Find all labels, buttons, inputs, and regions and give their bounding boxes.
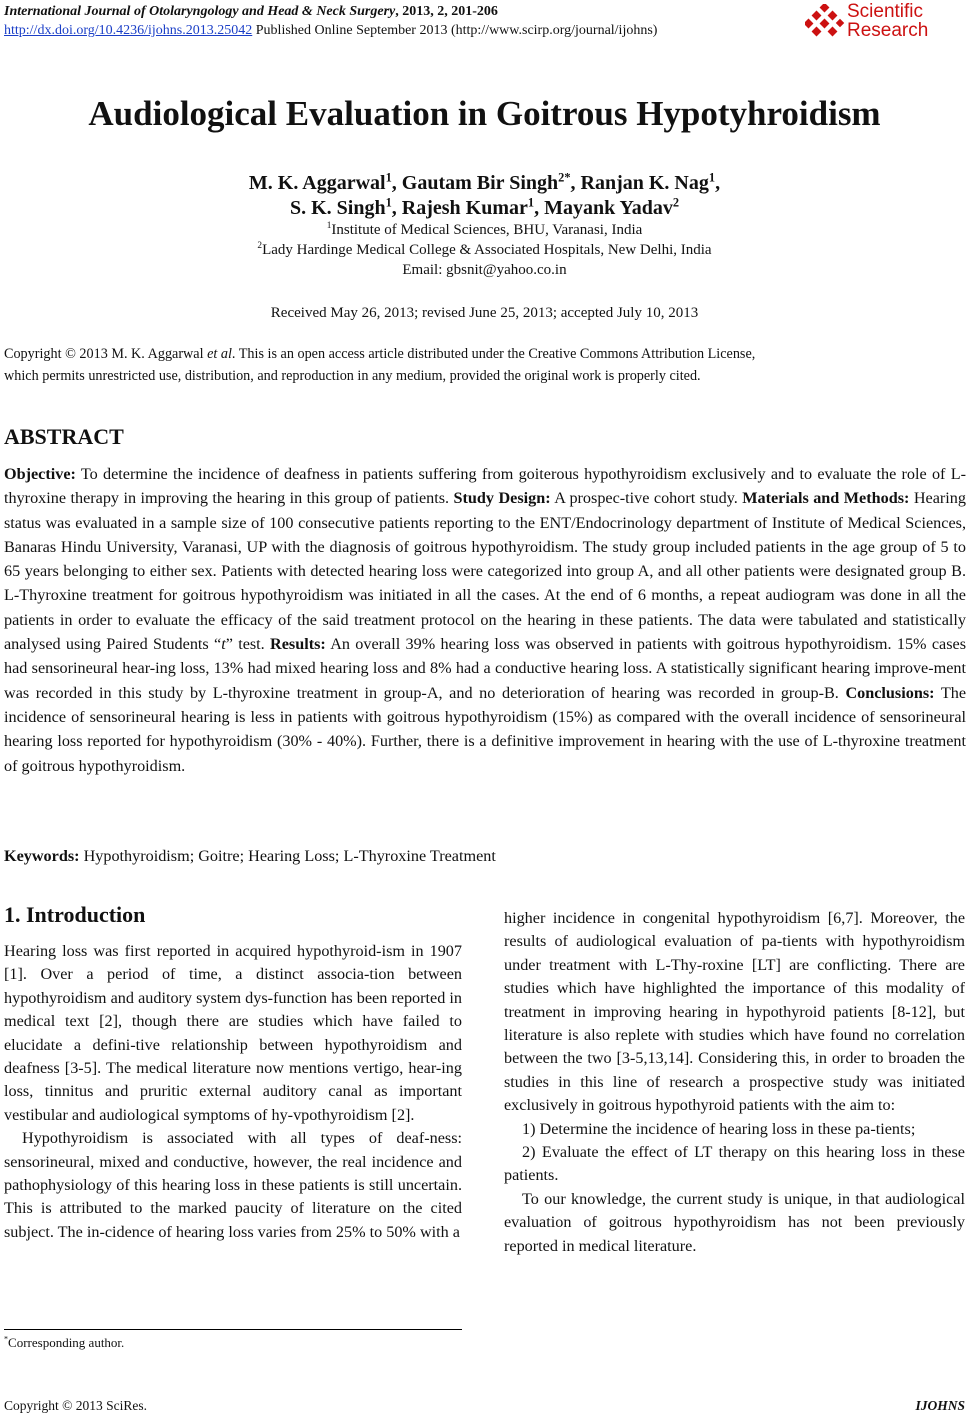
journal-volume: , 2013, 2, 201-206 <box>395 4 498 19</box>
abstract-heading: ABSTRACT <box>4 424 124 449</box>
footer-journal-abbrev: IJOHNS <box>915 1398 965 1413</box>
footnote-rule <box>4 1329 462 1330</box>
section-heading-introduction: 1. Introduction <box>4 902 146 927</box>
body-column-left <box>4 902 462 1244</box>
published-online: Published Online September 2013 (http://www.scirp.org/journal/ijohns) <box>252 23 658 38</box>
journal-name: International Journal of Otolaryngology and Head & Neck Surgery <box>4 4 396 19</box>
publisher-logo <box>805 2 965 42</box>
logo-line-2: Research <box>847 20 929 41</box>
author-line-1: M. K. Aggarwal$^1$, Gautam Bir Singh$^{2*}$, Ranjan K. Nag$^1$, <box>248 170 721 194</box>
doi-link[interactable]: http://dx.doi.org/10.4236/ijohns.2013.25042 <box>4 23 253 38</box>
logo-line-1: Scientific <box>847 1 924 22</box>
journal-citation <box>4 4 498 20</box>
copyright-notice: Copyright © 2013 M. K. Aggarwal et al. This is an open access article distributed under the Creative Commons Attribution License, <box>4 346 756 362</box>
intro-paragraph-3: higher incidence in congenital hypothyroidism [6,7]. Moreover, the results of audiological evaluation of pa-tients with hypothyroidism under treatment with L-Thy-roxine [LT] are conflicting. There are studies which have highlighted the importance of this modality of treatment in improving hearing in hypothyroid patients [8-12], but literature is also replete with studies which have found no correlation between the two [3-5,13,14]. Considering this, in order to broaden the studies in this line of research a prospective study was initiated exclusively in goitrous hypothyroid patients with the aim to: <box>504 909 965 1115</box>
affiliation-2: $^2$Lady Hardinge Medical College & Associated Hospitals, New Delhi, India <box>257 241 712 258</box>
affiliation-1: $^1$Institute of Medical Sciences, BHU, Varanasi, India <box>326 221 643 238</box>
intro-paragraph-4: To our knowledge, the current study is unique, in that audiological evaluation of goitrous hypothyroidism has not been previously reported in medical literature. <box>504 1189 965 1255</box>
body-column-right <box>504 907 965 1258</box>
received-dates: Received May 26, 2013; revised June 25, 2013; accepted July 10, 2013 <box>270 305 699 321</box>
intro-paragraph-2: Hypothyroidism is associated with all types of deaf-ness: sensorineural, mixed and conductive, however, the real incidence and pathophysiology of this hearing loss in these patients is still uncertain. This is attributed to the marked paucity of literature on the cited subject. The in-cidence of hearing loss varies from 25% to 50% with a <box>4 1129 462 1241</box>
footnote: *Corresponding author. <box>4 1334 125 1350</box>
intro-paragraph-1: Hearing loss was first reported in acquired hypothyroid-ism in 1907 [1]. Over a period of time, a distinct associa-tion between hypothyroidism and auditory system dys-function has been reported in medical text [2], though there are studies which have failed to elucidate a defini-tive relationship between hypothyroidism and deafness [3-5]. The medical literature now mentions vertigo, hear-ing loss, tinnitus and pruritic external auditory canal as important vestibular and audiological symptoms of hy-vpothyroidism [2]. <box>4 942 462 1124</box>
contact-email: Email: gbsnit@yahoo.co.in <box>402 262 567 278</box>
doi-line <box>4 23 657 39</box>
aim-item-1: 1) Determine the incidence of hearing loss in these pa-tients; <box>522 1119 916 1138</box>
publisher-wordmark <box>847 2 928 40</box>
abstract-body: Objective: To determine the incidence of deafness in patients suffering from goiterous hypothyroidism exclusively and to evaluate the role of L-thyroxine therapy in improving the hearing in this group of patients. Study Design: A prospec-tive cohort study. Materials and Methods: Hearing status was evaluated in a sample size of 100 consecutive patients reporting to the ENT/Endocrinology department of Institute of Medical Sciences, Banaras Hindu University, Varanasi, UP with the diagnosis of goitrous hypothyroidism. The study group included patients in the age group of 5 to 65 years belonging to either sex. Patients with detected hearing loss were categorized into group A, and all other patients were designated group B. L-Thyroxine treatment for goitrous hypothyroidism was initiated in all the cases. At the end of 6 months, a repeat audiogram was done in all the patients in order to evaluate the efficacy of the said treatment protocol on the hearing in these patients. The data were tabulated and statistically analysed using Paired Students “t” test. Results: An overall 39% hearing loss was observed in patients with goitrous hypothyroidism. 15% cases had sensorineural hear-ing loss, 13% had mixed hearing loss and 8% had a conductive hearing loss. A statistically significant hearing improve-ment was recorded in this study by L-thyroxine treatment in group-A, and no deterioration of hearing was recorded in group-B. Conclusions: The incidence of sensorineural hearing is less in patients with goitrous hypothyroidism (15%) as compared with the overall incidence of sensorineural hearing loss reported for hypothyroidism (30% - 40%). Further, there is a definitive improvement in hearing with the use of L-thyroxine treatment of goitrous hypothyroidism. <box>4 465 967 775</box>
scirp-diamond-icon <box>805 4 845 40</box>
aim-item-2: 2) Evaluate the effect of LT therapy on this hearing loss in these patients. <box>504 1143 965 1185</box>
keywords: Keywords: Hypothyroidism; Goitre; Hearing Loss; L-Thyroxine Treatment <box>4 847 496 865</box>
author-line-2: S. K. Singh$^1$, Rajesh Kumar$^1$, Mayank Yadav$^2$ <box>289 195 680 219</box>
license-notice: which permits unrestricted use, distribution, and reproduction in any medium, provided the original work is properly cited. <box>4 368 701 384</box>
footer-copyright: Copyright © 2013 SciRes. <box>4 1398 148 1413</box>
paper-title: Audiological Evaluation in Goitrous Hypotyhroidism <box>88 94 881 133</box>
